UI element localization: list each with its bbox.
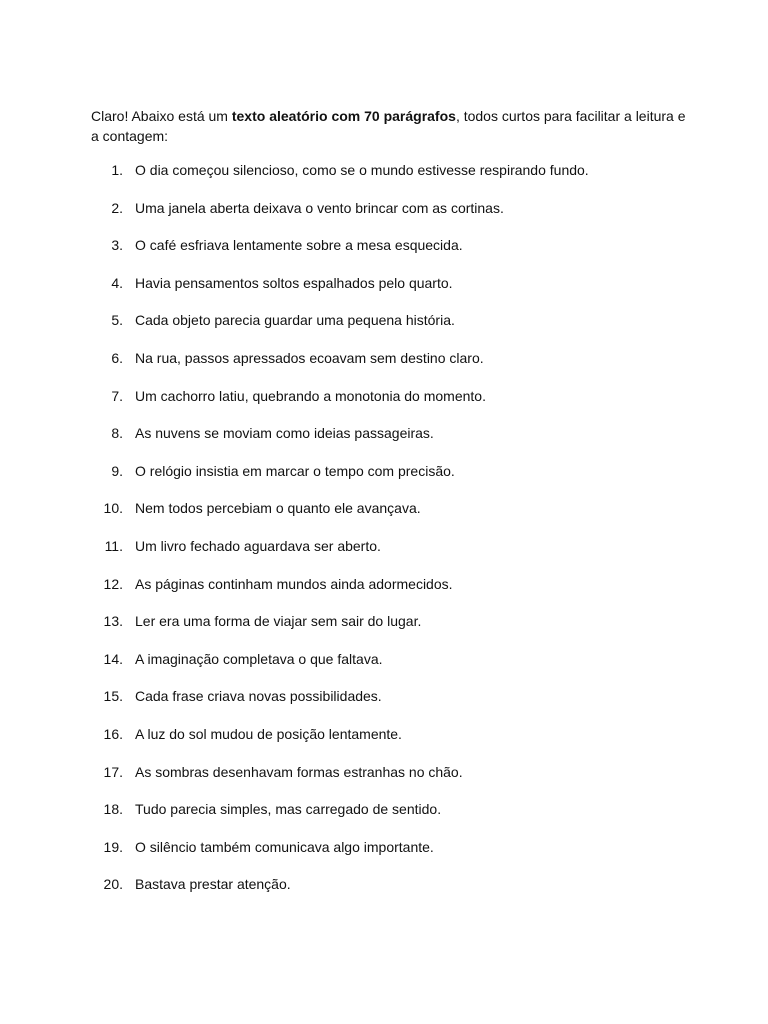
list-item-number: 7.: [111, 387, 123, 404]
intro-text-end: , todos curtos para facilitar a leitura e a contagem:: [91, 108, 686, 144]
list-item-number: 8.: [111, 425, 123, 442]
list-item-text: Um cachorro latiu, quebrando a monotonia do momento.: [135, 387, 486, 404]
list-item-number: 12.: [103, 575, 123, 592]
list-item-number: 10.: [103, 500, 123, 517]
list-item-number: 11.: [104, 537, 123, 554]
intro-text-bold: texto aleatório com 70 parágrafos: [231, 108, 456, 124]
list-item-number: 6.: [111, 349, 123, 366]
list-item-text: Tudo parecia simples, mas carregado de sentido.: [135, 801, 442, 818]
list-item: [0, 649, 768, 687]
list-item: [0, 273, 768, 311]
list-item-text: Bastava prestar atenção.: [135, 876, 291, 893]
list-item: [0, 762, 768, 800]
list-item: [0, 348, 768, 386]
list-item-number: 18.: [103, 801, 123, 818]
list-item-text: O dia começou silencioso, como se o mundo estivesse respirando fundo.: [135, 162, 589, 178]
list-item-text: Ler era uma forma de viajar sem sair do lugar.: [135, 613, 422, 630]
list-item-number: 19.: [103, 838, 123, 855]
list-item-text: A luz do sol mudou de posição lentamente.: [135, 725, 402, 742]
list-item-text: Nem todos percebiam o quanto ele avançava.: [135, 500, 421, 517]
list-item-number: 4.: [111, 274, 123, 291]
list-item-number: 16.: [103, 725, 123, 742]
list-item: [0, 799, 768, 837]
intro-paragraph: [91, 106, 691, 146]
list-item-number: 1.: [111, 162, 123, 178]
list-item-text: O relógio insistia em marcar o tempo com precisão.: [135, 462, 455, 479]
list-item: [0, 611, 768, 649]
list-item: [0, 574, 768, 612]
list-item: [0, 498, 768, 536]
list-item: [0, 198, 768, 236]
list-item-number: 15.: [103, 688, 123, 705]
list-item: [0, 386, 768, 424]
list-item: [0, 461, 768, 499]
list-item-text: Cada objeto parecia guardar uma pequena história.: [135, 312, 455, 329]
list-item-number: 20.: [103, 876, 123, 893]
list-item: [0, 724, 768, 762]
numbered-paragraph-list: [0, 160, 768, 912]
list-item: [0, 686, 768, 724]
list-item: [0, 837, 768, 875]
list-item-number: 14.: [103, 650, 123, 667]
list-item-text: Cada frase criava novas possibilidades.: [135, 688, 382, 705]
list-item-text: Na rua, passos apressados ecoavam sem destino claro.: [135, 349, 484, 366]
list-item-text: As nuvens se moviam como ideias passageiras.: [135, 425, 434, 442]
intro-text-start: Claro! Abaixo está um: [91, 108, 232, 124]
list-item-text: Havia pensamentos soltos espalhados pelo quarto.: [135, 274, 453, 291]
list-item: [0, 310, 768, 348]
list-item: [0, 536, 768, 574]
list-item-number: 13.: [103, 613, 123, 630]
list-item-text: As sombras desenhavam formas estranhas no chão.: [135, 763, 463, 780]
list-item-text: O café esfriava lentamente sobre a mesa esquecida.: [135, 237, 463, 254]
list-item-text: O silêncio também comunicava algo importante.: [135, 838, 434, 855]
list-item-number: 17.: [103, 763, 123, 780]
list-item-text: Uma janela aberta deixava o vento brincar com as cortinas.: [135, 199, 504, 216]
list-item: [0, 874, 768, 912]
list-item-text: As páginas continham mundos ainda adormecidos.: [135, 575, 453, 592]
list-item-number: 5.: [111, 312, 123, 329]
list-item-number: 3.: [111, 237, 123, 254]
list-item: [0, 423, 768, 461]
list-item-number: 2.: [111, 199, 123, 216]
list-item-text: Um livro fechado aguardava ser aberto.: [135, 537, 381, 554]
list-item-number: 9.: [111, 462, 123, 479]
list-item-text: A imaginação completava o que faltava.: [135, 650, 383, 667]
list-item: [0, 160, 768, 198]
list-item: [0, 235, 768, 273]
